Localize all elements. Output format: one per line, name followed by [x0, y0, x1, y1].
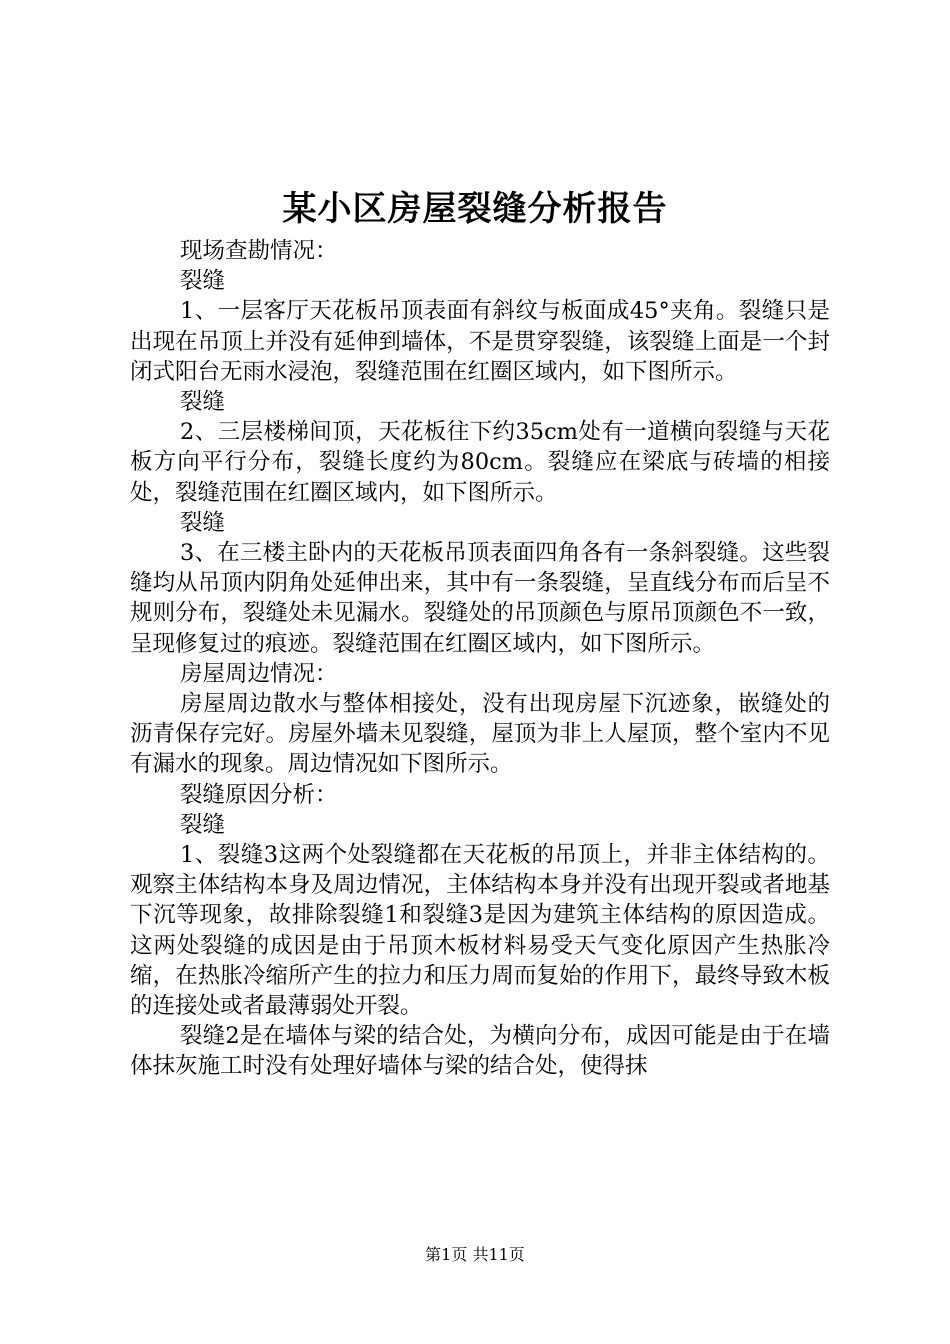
paragraph-cause-1: 1、裂缝3这两个处裂缝都在天花板的吊顶上，并非主体结构的。观察主体结构本身及周边情况，主体结构本身并没有出现开裂或者地基下沉等现象，故排除裂缝1和裂缝3是因为建筑主体结构的原因造成。这两处裂缝的成因是由于吊顶木板材料易受天气变化原因产生热胀冷缩，在热胀冷缩所产生的拉力和压力周而复始的作用下，最终导致木板的连接处或者最薄弱处开裂。 — [130, 842, 830, 1020]
crack-label: 裂缝 — [180, 268, 226, 295]
paragraph-cause-2: 裂缝2是在墙体与梁的结合处，为横向分布，成因可能是由于在墙体抹灰施工时没有处理好墙体与梁的结合处，使得抹 — [130, 1023, 830, 1080]
section-heading-cause-analysis: 裂缝原因分析： — [180, 781, 338, 808]
crack-label: 裂缝 — [180, 389, 226, 416]
section-heading-surroundings: 房屋周边情况： — [180, 660, 338, 687]
paragraph-crack-1: 1、一层客厅天花板吊顶表面有斜纹与板面成45°夹角。裂缝只是出现在吊顶上并没有延伸到墙体，不是贯穿裂缝，该裂缝上面是一个封闭式阳台无雨水浸泡，裂缝范围在红圈区域内，如下图所示。 — [130, 298, 830, 385]
crack-label: 裂缝 — [180, 509, 226, 536]
paragraph-crack-2: 2、三层楼梯间顶，天花板往下约35cm处有一道横向裂缝与天花板方向平行分布，裂缝长度约为80cm。裂缝应在梁底与砖墙的相接处，裂缝范围在红圈区域内，如下图所示。 — [130, 419, 830, 506]
document-body — [130, 236, 830, 1082]
paragraph-crack-3: 3、在三楼主卧内的天花板吊顶表面四角各有一条斜裂缝。这些裂缝均从吊顶内阴角处延伸出来，其中有一条裂缝，呈直线分布而后呈不规则分布，裂缝处未见漏水。裂缝处的吊顶颜色与原吊顶颜色不一致，呈现修复过的痕迹。裂缝范围在红圈区域内，如下图所示。 — [130, 540, 830, 657]
document-title: 某小区房屋裂缝分析报告 — [282, 189, 668, 229]
page-footer: 第1页 共11页 — [425, 1245, 525, 1264]
crack-label: 裂缝 — [180, 811, 226, 838]
paragraph-surroundings: 房屋周边散水与整体相接处，没有出现房屋下沉迹象，嵌缝处的沥青保存完好。房屋外墙未见裂缝，屋顶为非上人屋顶，整个室内不见有漏水的现象。周边情况如下图所示。 — [130, 691, 830, 778]
section-heading-site-survey: 现场查勘情况： — [180, 238, 338, 264]
